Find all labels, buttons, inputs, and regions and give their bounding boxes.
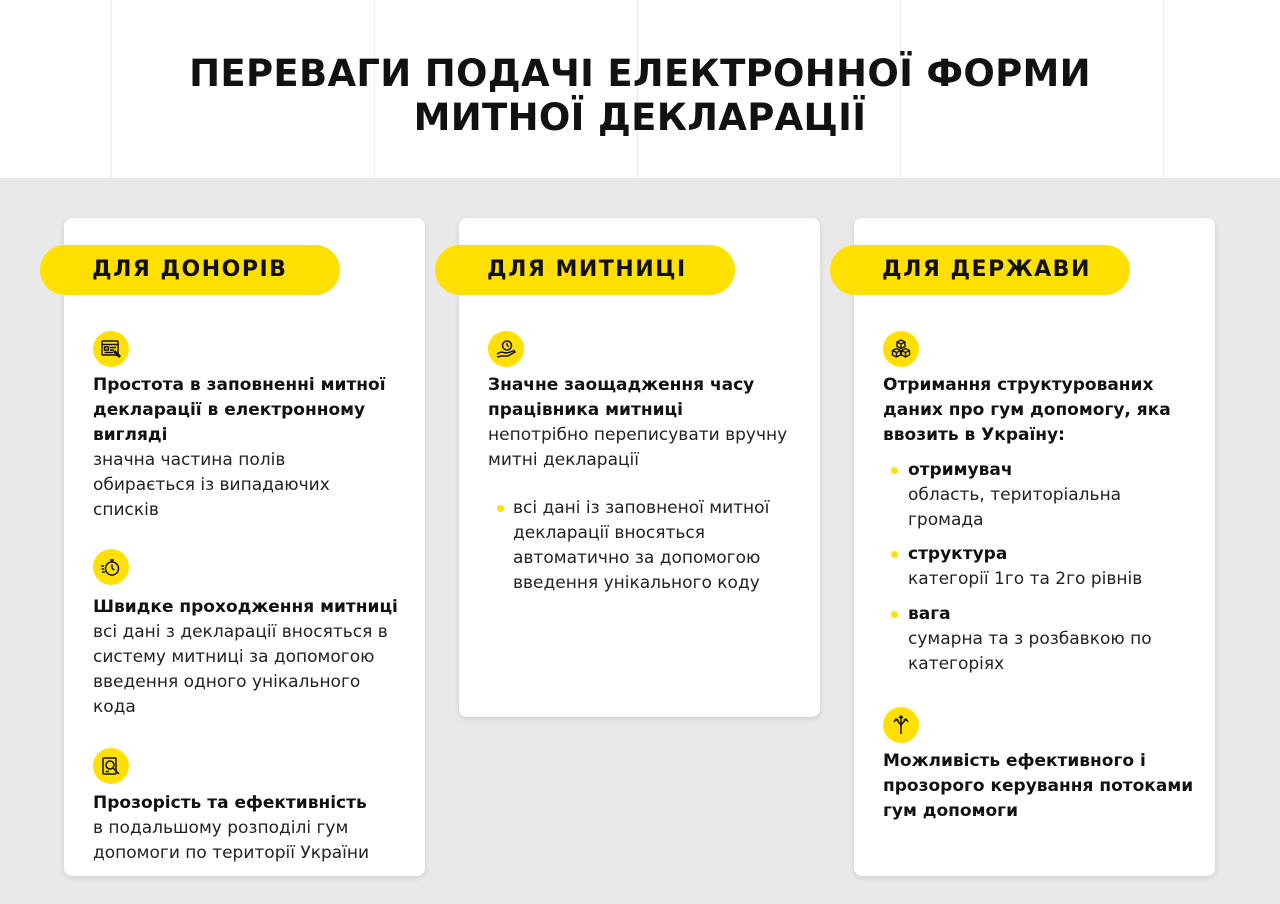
text-line: автоматично за допомогою [513, 548, 761, 568]
text-line: непотрібно переписувати вручну [488, 425, 788, 445]
header [0, 0, 1280, 178]
donors-item-2-title [93, 595, 403, 620]
text-line: Швидке проходження митниці [93, 597, 398, 617]
form-icon [93, 331, 129, 367]
text-line: в подальшому розподілі гум [93, 818, 349, 838]
text-line: значна частина полів [93, 450, 286, 470]
text-line: громада [908, 510, 984, 530]
state-item-1-title [883, 373, 1193, 448]
text-line: Можливість ефективного і [883, 751, 1146, 771]
text-line: декларації вносяться [513, 523, 705, 543]
text-line: систему митниці за допомогою [93, 647, 375, 667]
magnifier-document-icon [93, 748, 129, 784]
donors-heading: ДЛЯ ДОНОРІВ [40, 245, 340, 295]
text-line: Отримання структурованих [883, 375, 1154, 395]
text-line: прозорого керування потоками [883, 776, 1194, 796]
text-line: списків [93, 500, 159, 520]
page-title [0, 52, 1280, 140]
text-line: Значне заощадження часу [488, 375, 755, 395]
text-line: ввозить в Україну: [883, 425, 1065, 445]
text-line: працівника митниці [488, 400, 683, 420]
donors-item-2-desc [93, 620, 403, 720]
text-line: даних про гум допомогу, яка [883, 400, 1171, 420]
text-line: декларації в електронному [93, 400, 366, 420]
customs-item-desc [488, 423, 798, 473]
page-title-line-1: ПЕРЕВАГИ ПОДАЧІ ЕЛЕКТРОННОЇ ФОРМИ [189, 52, 1091, 95]
state-item-2-title [883, 749, 1203, 824]
text-line: митні декларації [488, 450, 640, 470]
bullet-dot [497, 505, 504, 512]
text-line: сумарна та з розбавкою по [908, 629, 1152, 649]
state-bullet-1 [908, 458, 1198, 533]
text-line: Прозорість та ефективність [93, 793, 367, 813]
text-line: категоріях [908, 654, 1005, 674]
state-bullet-3 [908, 602, 1198, 677]
customs-item-title [488, 373, 798, 423]
split-arrows-icon [883, 707, 919, 743]
donors-item-3-desc [93, 816, 403, 866]
bullet-label: структура [908, 544, 1008, 564]
time-hand-icon [488, 331, 524, 367]
donors-item-3-title [93, 791, 403, 816]
customs-bullet [513, 496, 803, 596]
text-line: гум допомоги [883, 801, 1018, 821]
bullet-label: вага [908, 604, 951, 624]
text-line: категорії 1го та 2го рівнів [908, 569, 1143, 589]
state-bullet-2 [908, 542, 1198, 592]
state-heading: ДЛЯ ДЕРЖАВИ [830, 245, 1130, 295]
text-line: область, територіальна [908, 485, 1122, 505]
stopwatch-icon [93, 549, 129, 585]
bullet-label: отримувач [908, 460, 1013, 480]
text-line: кода [93, 697, 136, 717]
text-line: обирається із випадаючих [93, 475, 330, 495]
text-line: введення унікального коду [513, 573, 760, 593]
text-line: допомоги по території України [93, 843, 370, 863]
donors-item-1-title [93, 373, 393, 448]
bullet-dot [891, 611, 898, 618]
customs-heading: ДЛЯ МИТНИЦІ [435, 245, 735, 295]
text-line: всі дані з декларації вносяться в [93, 622, 388, 642]
text-line: всі дані із заповненої митної [513, 498, 770, 518]
bullet-dot [891, 467, 898, 474]
boxes-icon [883, 331, 919, 367]
donors-item-1-desc [93, 448, 393, 523]
bullet-dot [891, 551, 898, 558]
text-line: вигляді [93, 425, 168, 445]
page-title-line-2: МИТНОЇ ДЕКЛАРАЦІЇ [413, 96, 867, 139]
text-line: Простота в заповненні митної [93, 375, 386, 395]
text-line: введення одного унікального [93, 672, 361, 692]
